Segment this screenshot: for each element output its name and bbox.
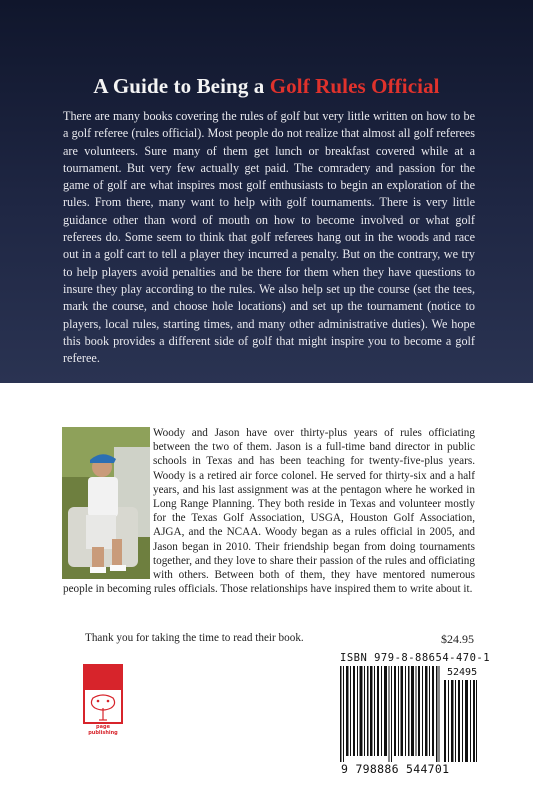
author-bio: Woody and Jason have over thirty-plus years of rules officiating between the two of them. Jason is a full-time band director in public schools in Texas and has been teaching for twenty-five-plus years. Woody is a retired air force colonel. He served for thirty-six and a half years, and his last assignment was at the pentagon where he worked in Long Range Planning. They both reside in Texas and volunteer mostly for the Texas Golf Association, USGA, Houston Golf Association, AJGA, and the NCAA. Woody began as a rules official in 2005, and Jason began in 2010. Their friendship began from doing tournaments together, and they love to share their passion of the rules and officiating with others. Between both of them, they have mentored numerous people in becoming rules officials. Those relationships have inspired them to write about it. bbox=[63, 427, 475, 596]
cover-blurb: There are many books covering the rules of golf but very little written on how to be a golf referee (rules official). Most people do not realize that almost all golf referees are volunteers. Sure many of them get lunch or breakfast covered while at a tournament. But very few actually get paid. The comradery and passion for the game of golf are what inspires most golf enthusiasts to begin an exploration of the rules. From there, many want to help with golf tournaments. There is very little guidance other than word of mouth on how to become involved or what golf referees do. Some seem to think that golf referees hang out in the woods and race out in a golf cart to tell a player they incurred a penalty. But on the contrary, we try to help players avoid penalties and be there for them when they have questions to insure they play according to the rules. We also help set up the course (set the tees, mark the course, and choose hole locations) and set up the tournament (notice to players, local rules, starting times, and many other administrative duties). We hope this book provides a different side of golf that might inspire you to become a golf referee. bbox=[63, 109, 475, 366]
publisher-name: page publishing bbox=[88, 724, 118, 736]
publisher-logo-inner bbox=[85, 690, 121, 722]
barcode-icon bbox=[340, 666, 440, 762]
barcode-digits: 9 798886 544701 bbox=[341, 762, 450, 776]
barcode-addon-number: 52495 bbox=[447, 667, 478, 678]
book-title: A Guide to Being a Golf Rules Official bbox=[93, 74, 440, 98]
price: $24.95 bbox=[441, 632, 474, 646]
barcode-addon-icon bbox=[444, 680, 477, 762]
title-accent: Golf Rules Official bbox=[269, 74, 440, 98]
thank-you-line: Thank you for taking the time to read their book. bbox=[85, 632, 304, 644]
isbn-label: ISBN 979-8-88654-470-1 bbox=[340, 652, 491, 664]
